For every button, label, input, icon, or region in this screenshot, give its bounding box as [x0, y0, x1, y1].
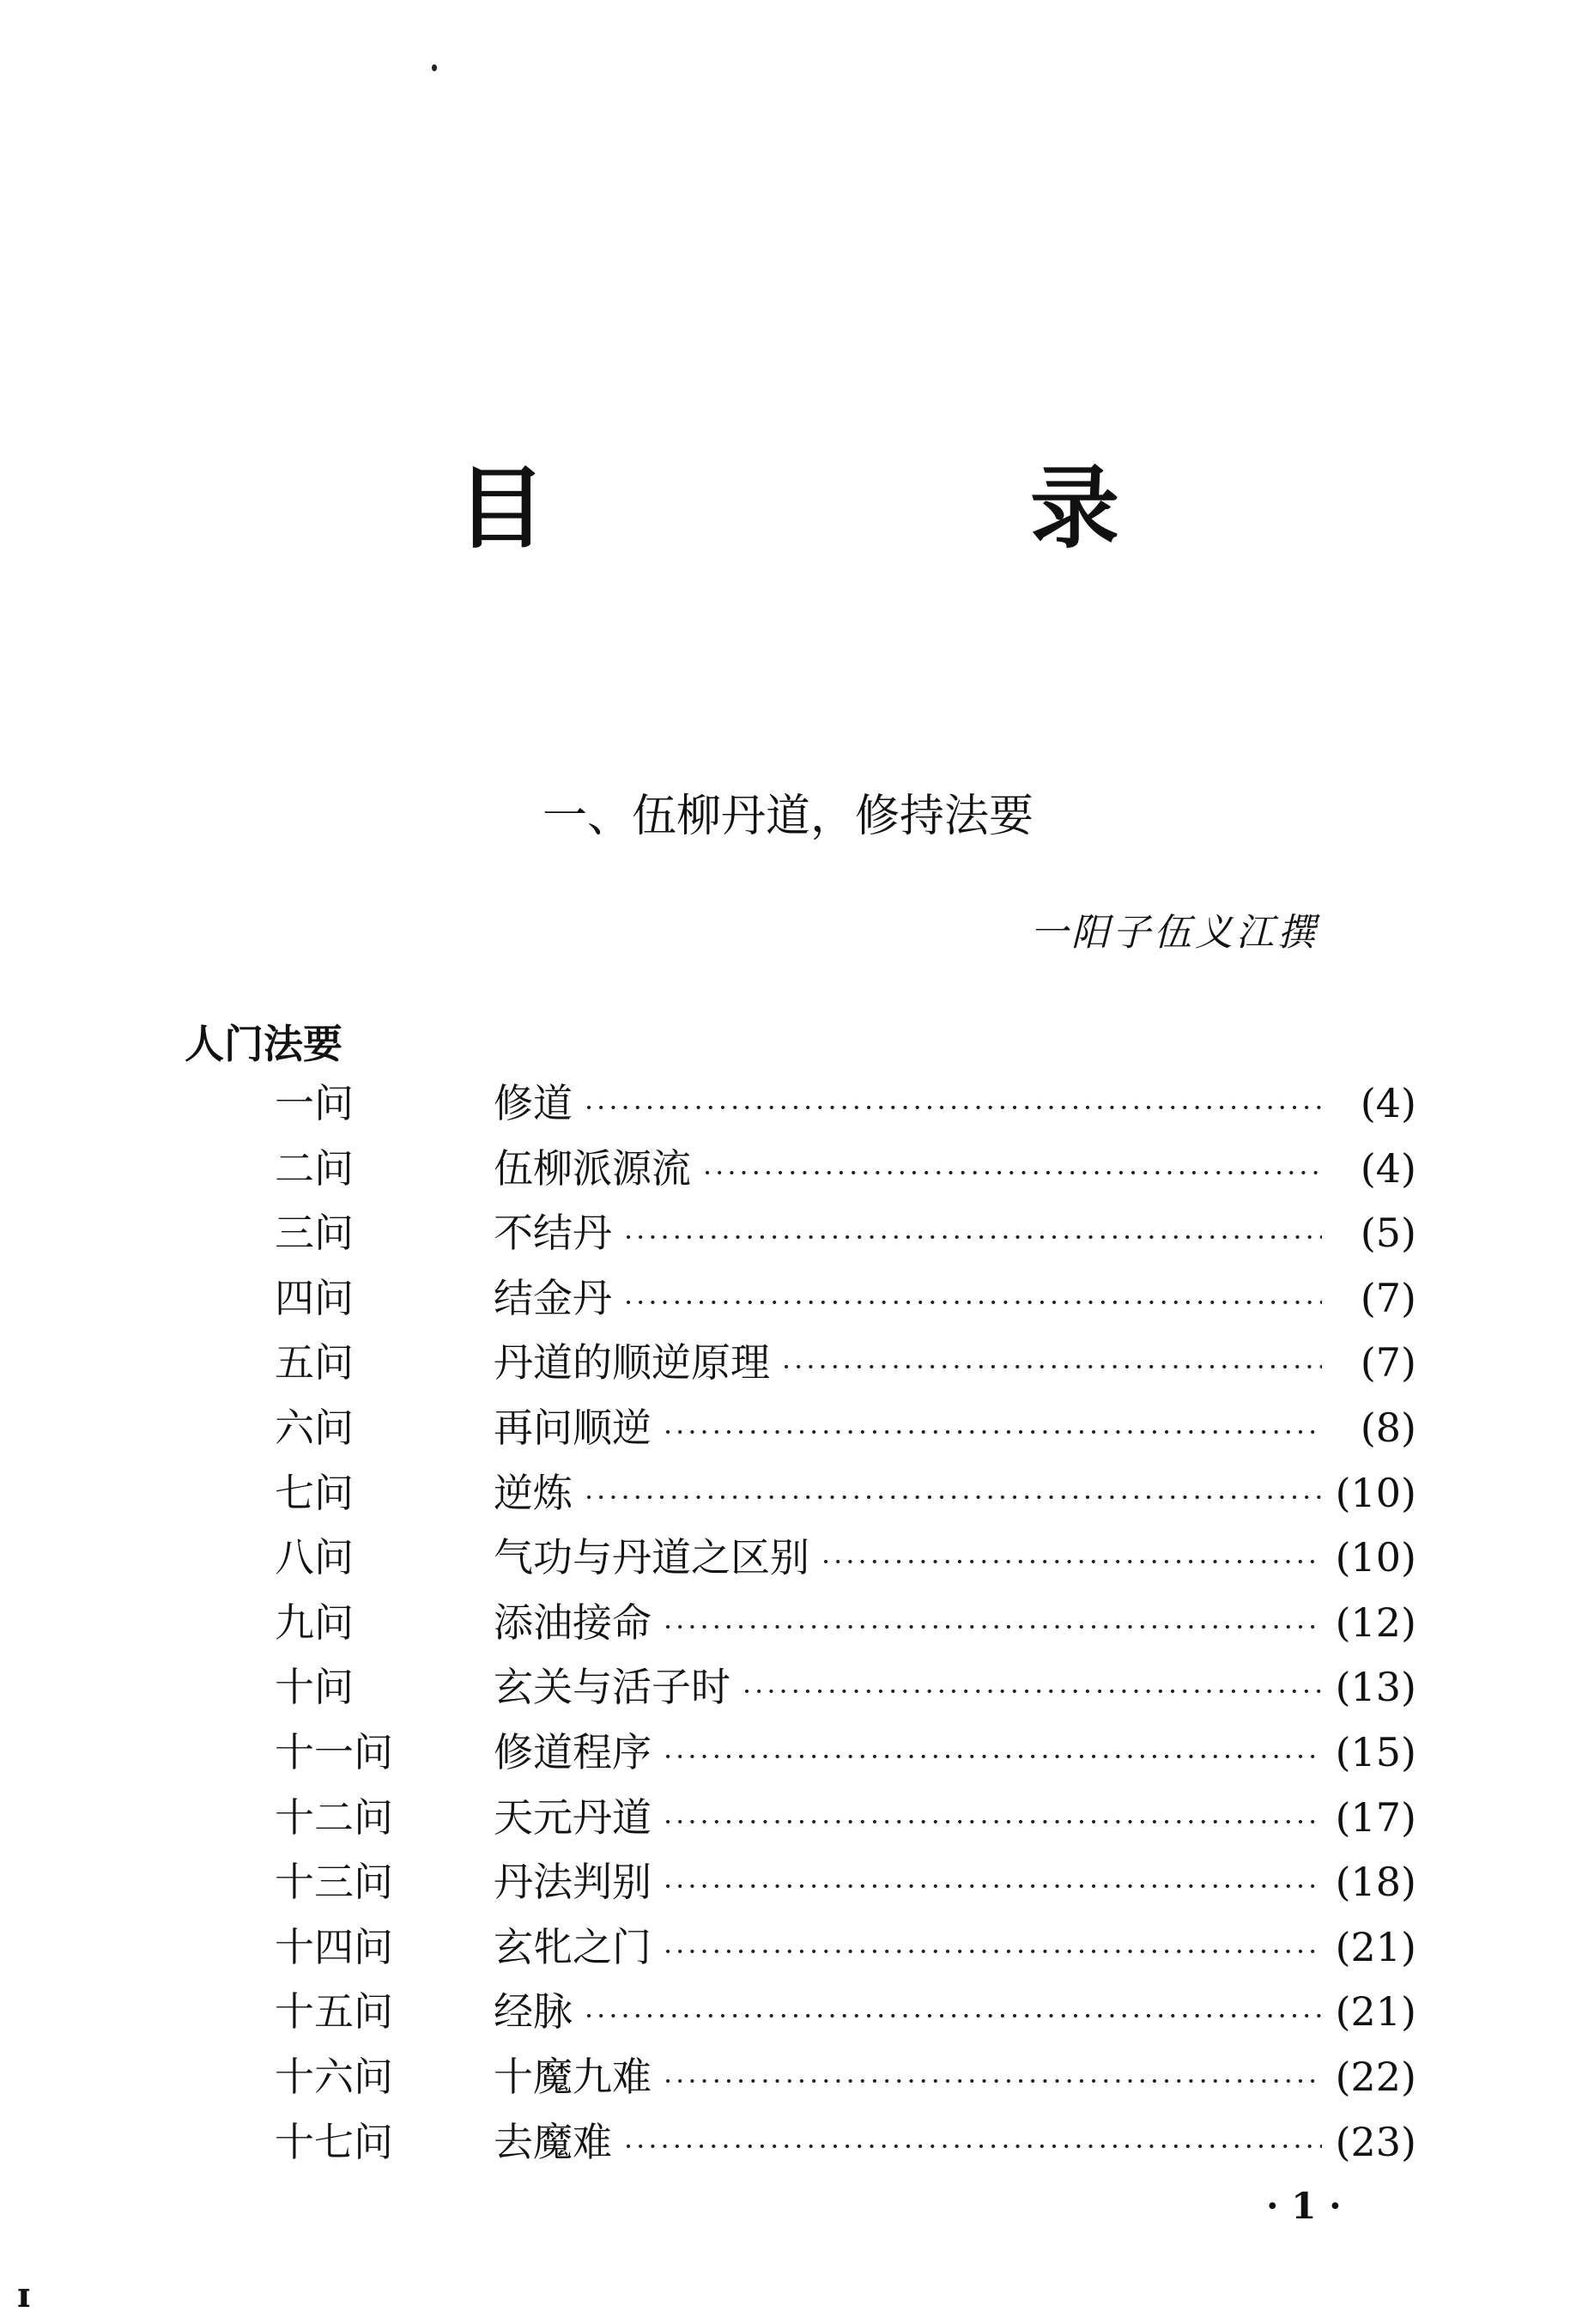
page-title: 目 录 — [456, 455, 1317, 561]
toc-entry-page: (23) — [1335, 2118, 1416, 2165]
toc-entry[interactable] — [275, 1850, 1416, 1915]
toc-entry[interactable] — [275, 2045, 1416, 2110]
toc-entry[interactable] — [275, 1396, 1416, 1461]
toc-dot-leader — [703, 1141, 1322, 1206]
margin-mark: ɪ — [17, 2275, 31, 2315]
toc-entry-page: (10) — [1335, 1469, 1416, 1516]
toc-entry-title: 经脉 — [494, 1988, 573, 2036]
toc-entry-number: 六问 — [275, 1404, 354, 1451]
category-heading: 人门法要 — [185, 1021, 342, 1067]
toc-entry-number: 八问 — [275, 1534, 354, 1581]
toc-entry-number: 四问 — [275, 1274, 354, 1321]
toc-entry-title: 修道 — [494, 1080, 573, 1126]
toc-entry-title: 不结丹 — [494, 1210, 612, 1257]
toc-entry[interactable] — [275, 2110, 1416, 2175]
toc-entry-page: (4) — [1360, 1144, 1416, 1192]
toc-dot-leader — [664, 1595, 1322, 1660]
toc-dot-leader — [664, 1920, 1322, 1985]
toc-entry-title: 修道程序 — [494, 1728, 652, 1775]
toc-entry-page: (5) — [1360, 1210, 1416, 1257]
toc-entry[interactable] — [275, 1071, 1416, 1137]
toc-dot-leader — [664, 2049, 1322, 2115]
toc-entry[interactable] — [275, 1591, 1416, 1656]
toc-entry-page: (7) — [1360, 1339, 1416, 1387]
ink-speck — [432, 64, 437, 71]
toc-entry-title: 玄关与活子时 — [494, 1664, 730, 1711]
toc-entry-page: (21) — [1335, 1988, 1416, 2036]
toc-entry-title: 丹法判别 — [494, 1859, 652, 1906]
toc-dot-leader — [664, 1400, 1322, 1465]
toc-entry[interactable] — [275, 1915, 1416, 1981]
section-heading: 一、伍柳丹道，修持法要 — [542, 791, 1033, 842]
toc-list — [275, 1071, 1416, 2175]
toc-entry[interactable] — [275, 1461, 1416, 1526]
toc-entry[interactable] — [275, 1720, 1416, 1786]
toc-entry-title: 再问顺逆 — [494, 1404, 652, 1451]
toc-dot-leader — [664, 1725, 1322, 1790]
toc-entry-title: 去魔难 — [494, 2118, 612, 2165]
toc-entry-title: 十魔九难 — [494, 2053, 652, 2100]
toc-entry-number: 七问 — [275, 1469, 354, 1516]
toc-entry-number: 十一问 — [275, 1728, 393, 1775]
toc-entry-title: 玄牝之门 — [494, 1923, 652, 1970]
toc-entry-number: 九问 — [275, 1599, 354, 1646]
toc-entry-page: (10) — [1335, 1534, 1416, 1581]
toc-entry-number: 十六问 — [275, 2053, 393, 2100]
toc-entry-number: 十三问 — [275, 1859, 393, 1906]
toc-dot-leader — [821, 1530, 1322, 1595]
toc-entry-title: 伍柳派源流 — [494, 1144, 691, 1192]
toc-entry-page: (17) — [1335, 1793, 1416, 1841]
toc-dot-leader — [664, 1854, 1322, 1920]
page-number: · 1 · — [1266, 2185, 1342, 2227]
toc-entry[interactable] — [275, 1201, 1416, 1266]
toc-entry-page: (21) — [1335, 1923, 1416, 1970]
toc-entry-number: 十七问 — [275, 2118, 393, 2165]
toc-entry-page: (8) — [1360, 1404, 1416, 1451]
toc-entry-title: 气功与丹道之区别 — [494, 1534, 809, 1581]
toc-dot-leader — [585, 1465, 1322, 1531]
toc-entry[interactable] — [275, 1331, 1416, 1396]
author-line: 一阳子伍义江撰 — [1030, 911, 1318, 955]
toc-entry-page: (15) — [1335, 1728, 1416, 1775]
toc-dot-leader — [743, 1660, 1322, 1725]
toc-entry-page: (22) — [1335, 2053, 1416, 2100]
toc-entry[interactable] — [275, 1137, 1416, 1202]
toc-dot-leader — [624, 1271, 1322, 1336]
toc-entry-number: 十问 — [275, 1664, 354, 1711]
toc-entry-page: (18) — [1335, 1859, 1416, 1906]
toc-entry-page: (13) — [1335, 1664, 1416, 1711]
toc-dot-leader — [585, 1984, 1322, 2049]
toc-entry-number: 十二问 — [275, 1793, 393, 1841]
toc-entry[interactable] — [275, 1526, 1416, 1591]
toc-entry-title: 丹道的顺逆原理 — [494, 1339, 770, 1387]
toc-entry-title: 结金丹 — [494, 1274, 612, 1321]
toc-entry-number: 十五问 — [275, 1988, 393, 2036]
toc-entry[interactable] — [275, 1786, 1416, 1851]
toc-entry-number: 二问 — [275, 1144, 354, 1192]
toc-dot-leader — [624, 2115, 1322, 2180]
toc-entry-page: (7) — [1360, 1274, 1416, 1321]
toc-entry[interactable] — [275, 1655, 1416, 1720]
toc-dot-leader — [664, 1790, 1322, 1855]
toc-entry-title: 天元丹道 — [494, 1793, 652, 1841]
toc-entry-page: (12) — [1335, 1599, 1416, 1646]
toc-entry-number: 三问 — [275, 1210, 354, 1257]
toc-entry-number: 五问 — [275, 1339, 354, 1387]
toc-entry[interactable] — [275, 1980, 1416, 2045]
toc-entry-title: 逆炼 — [494, 1469, 573, 1516]
toc-dot-leader — [585, 1076, 1322, 1141]
toc-entry-number: 一问 — [275, 1080, 354, 1126]
toc-entry-page: (4) — [1360, 1080, 1416, 1126]
toc-entry-title: 添油接命 — [494, 1599, 652, 1646]
toc-entry-number: 十四问 — [275, 1923, 393, 1970]
toc-entry[interactable] — [275, 1266, 1416, 1332]
toc-dot-leader — [624, 1205, 1322, 1271]
toc-dot-leader — [782, 1335, 1322, 1400]
